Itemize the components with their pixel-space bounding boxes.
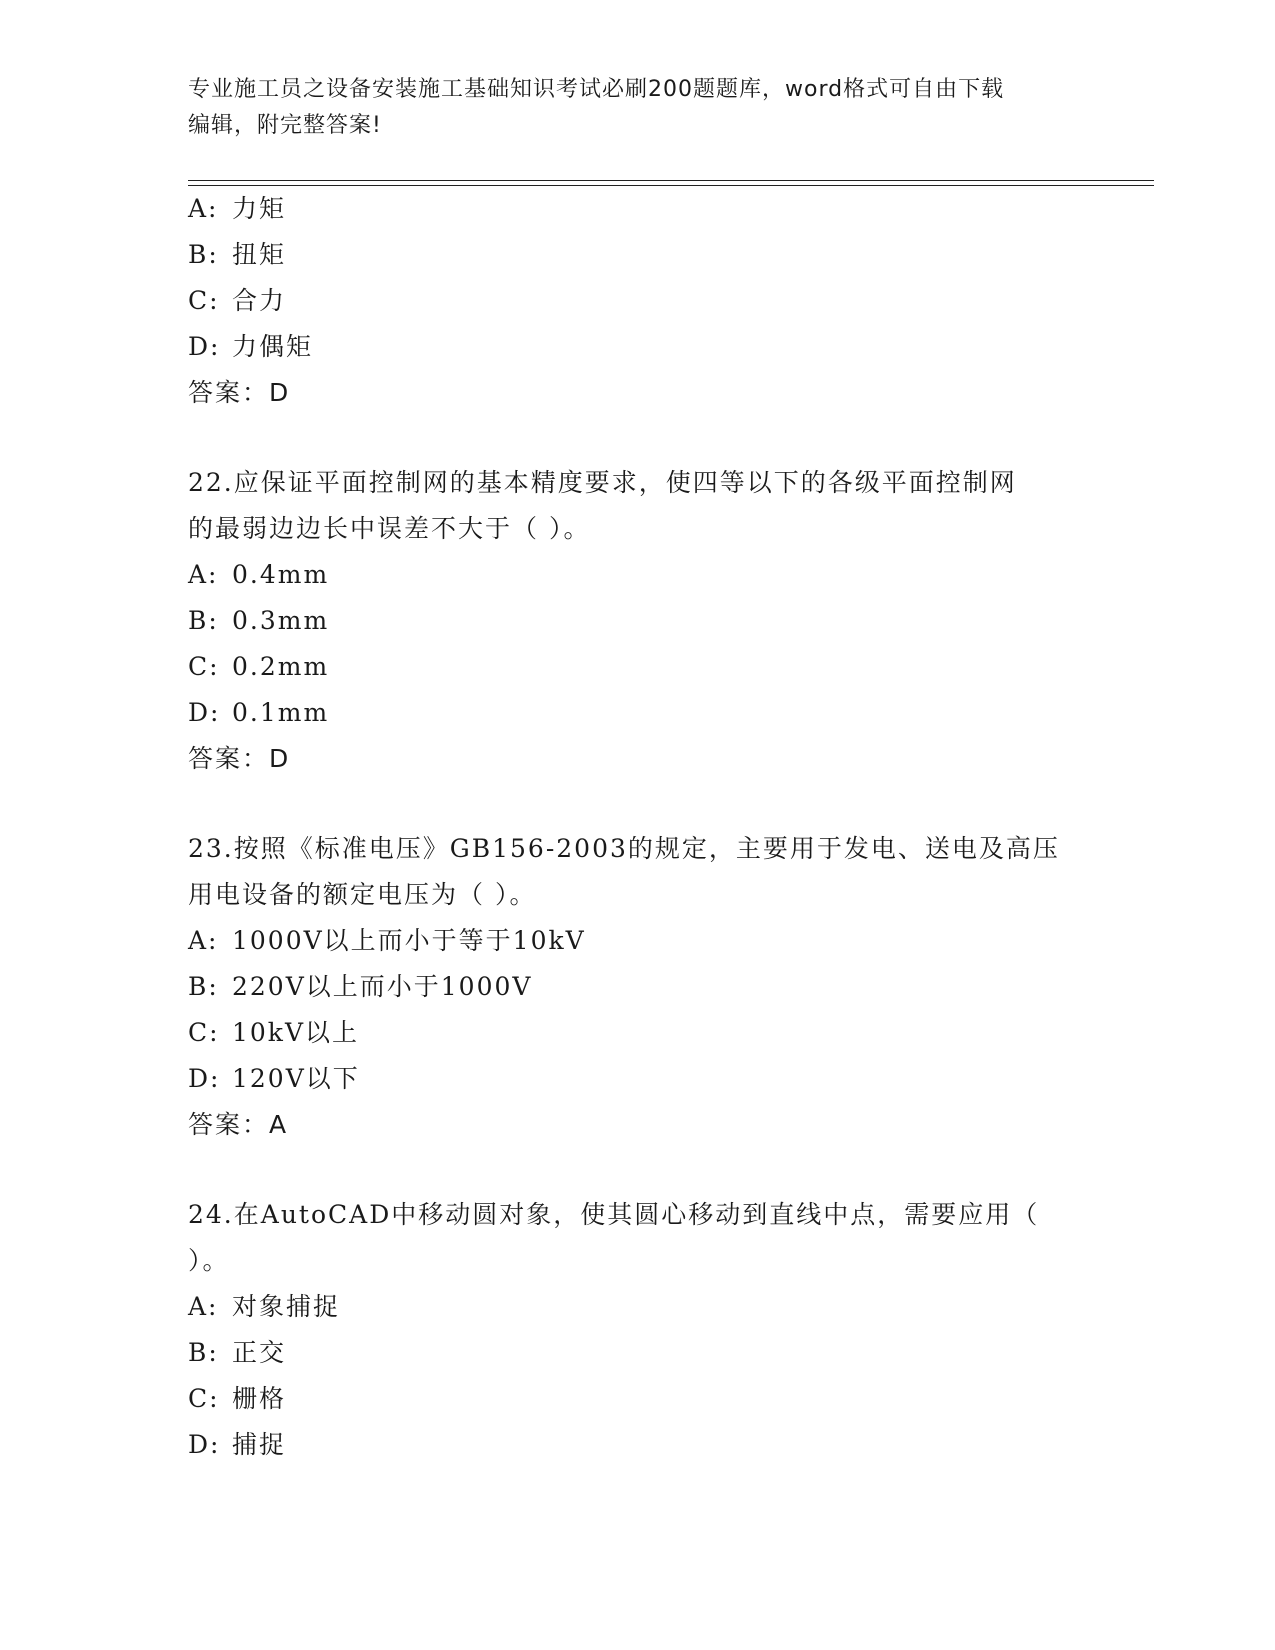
question-23 bbox=[188, 826, 1108, 1148]
option-d: D: 力偶矩 bbox=[188, 332, 314, 361]
option-b: B: 0.3mm bbox=[188, 606, 330, 635]
question-22 bbox=[188, 460, 1108, 782]
header-title-line2: 编辑，附完整答案! bbox=[188, 113, 382, 138]
question-24 bbox=[188, 1192, 1108, 1468]
answer: 答案：D bbox=[188, 744, 291, 773]
option-a: A: 0.4mm bbox=[188, 560, 330, 589]
option-c: C: 10kV以上 bbox=[188, 1018, 360, 1047]
option-d: D: 120V以下 bbox=[188, 1064, 360, 1093]
option-b: B: 220V以上而小于1000V bbox=[188, 972, 533, 1001]
option-c: C: 合力 bbox=[188, 286, 287, 315]
answer: 答案：A bbox=[188, 1110, 289, 1139]
question-21 bbox=[188, 186, 1108, 416]
option-b: B: 扭矩 bbox=[188, 240, 287, 269]
option-c: C: 0.2mm bbox=[188, 652, 330, 681]
option-a: A: 力矩 bbox=[188, 194, 287, 223]
question-list bbox=[188, 186, 1108, 1468]
document-header bbox=[188, 72, 1088, 144]
option-b: B: 正交 bbox=[188, 1338, 287, 1367]
question-text: 22.应保证平面控制网的基本精度要求，使四等以下的各级平面控制网 的最弱边边长中误差不大于（ ）。 bbox=[188, 468, 1017, 543]
header-divider-top bbox=[188, 180, 1154, 181]
option-d: D: 捕捉 bbox=[188, 1430, 287, 1459]
option-a: A: 1000V以上而小于等于10kV bbox=[188, 926, 586, 955]
option-c: C: 栅格 bbox=[188, 1384, 287, 1413]
header-title-line1: 专业施工员之设备安装施工基础知识考试必刷200题题库，word格式可自由下载 bbox=[188, 77, 1005, 102]
question-text: 23.按照《标准电压》GB156-2003的规定，主要用于发电、送电及高压 用电设备的额定电压为（ ）。 bbox=[188, 834, 1060, 909]
answer: 答案：D bbox=[188, 378, 291, 407]
question-text: 24.在AutoCAD中移动圆对象，使其圆心移动到直线中点，需要应用（ ）。 bbox=[188, 1200, 1040, 1275]
option-a: A: 对象捕捉 bbox=[188, 1292, 341, 1321]
option-d: D: 0.1mm bbox=[188, 698, 330, 727]
